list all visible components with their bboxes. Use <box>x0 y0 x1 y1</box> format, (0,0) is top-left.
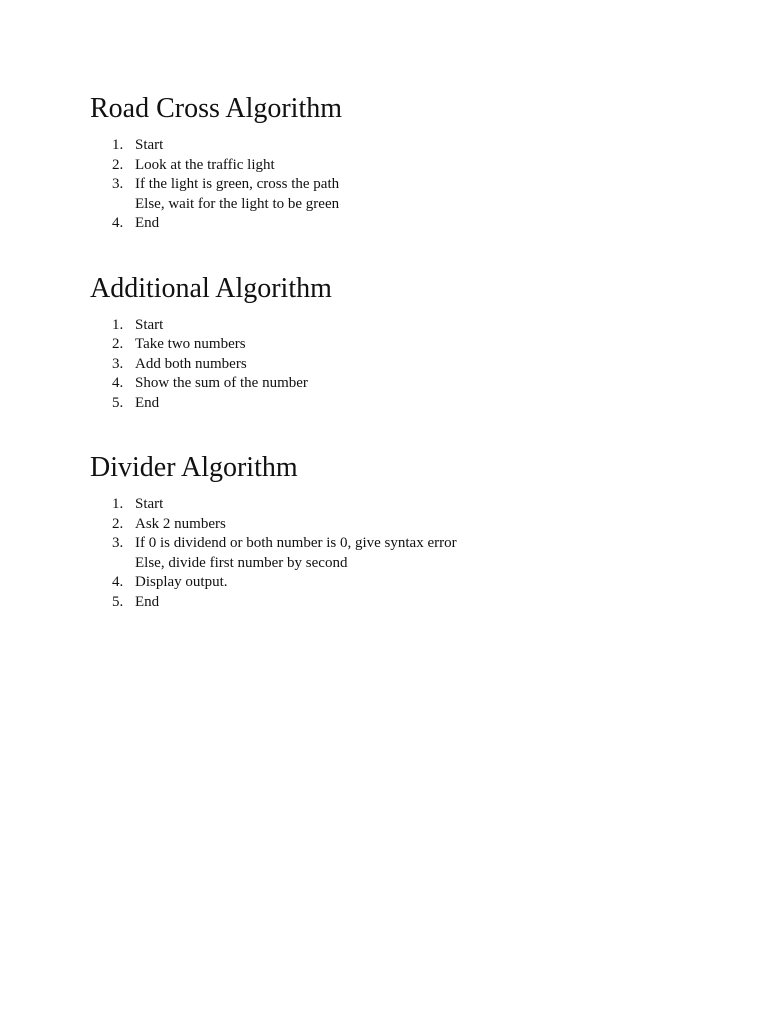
step-text: Look at the traffic light <box>135 156 275 173</box>
steps-list <box>90 495 690 612</box>
list-item <box>90 316 690 336</box>
step-text-continued: Else, wait for the light to be green <box>135 195 340 212</box>
step-number: 1. <box>112 496 124 512</box>
step-number: 5. <box>112 394 124 411</box>
step-text: If the light is green, cross the path <box>135 176 340 192</box>
road-cross-section <box>90 92 690 234</box>
steps-list <box>90 136 690 234</box>
document-page <box>90 92 690 650</box>
list-item <box>90 355 690 375</box>
step-text: Add both numbers <box>135 355 247 372</box>
step-text: Start <box>135 496 164 512</box>
step-text: Display output. <box>135 574 228 590</box>
step-text: End <box>135 394 160 411</box>
list-item <box>90 136 690 156</box>
step-number: 3. <box>112 535 124 551</box>
list-item <box>90 495 690 515</box>
step-number: 1. <box>112 137 124 153</box>
list-item <box>90 394 690 414</box>
step-number: 4. <box>112 215 124 231</box>
step-text-continued: Else, divide first number by second <box>135 554 348 571</box>
step-text: Start <box>135 137 164 153</box>
step-number: 3. <box>112 355 124 372</box>
section-heading: Road Cross Algorithm <box>90 93 343 124</box>
step-text: End <box>135 593 160 610</box>
step-number: 4. <box>112 574 124 590</box>
step-number: 3. <box>112 176 124 192</box>
step-text: Start <box>135 316 164 333</box>
list-item <box>90 335 690 355</box>
additional-section <box>90 272 690 414</box>
step-number: 2. <box>112 156 124 173</box>
section-heading: Additional Algorithm <box>90 272 332 304</box>
list-item <box>90 573 690 593</box>
step-number: 4. <box>112 375 124 391</box>
step-number: 2. <box>112 336 124 352</box>
list-item <box>90 175 690 214</box>
step-number: 1. <box>112 316 124 333</box>
step-text: Ask 2 numbers <box>135 515 226 532</box>
divider-section <box>90 451 690 612</box>
list-item <box>90 156 690 176</box>
list-item <box>90 374 690 394</box>
step-text: If 0 is dividend or both number is 0, give syntax error <box>135 535 457 551</box>
step-number: 5. <box>112 593 124 610</box>
step-text: Show the sum of the number <box>135 375 308 391</box>
section-heading: Divider Algorithm <box>90 452 298 483</box>
step-text: Take two numbers <box>135 336 246 352</box>
list-item <box>90 593 690 613</box>
steps-list <box>90 316 690 414</box>
list-item <box>90 534 690 573</box>
list-item <box>90 515 690 535</box>
list-item <box>90 214 690 234</box>
step-number: 2. <box>112 515 124 532</box>
step-text: End <box>135 215 160 231</box>
